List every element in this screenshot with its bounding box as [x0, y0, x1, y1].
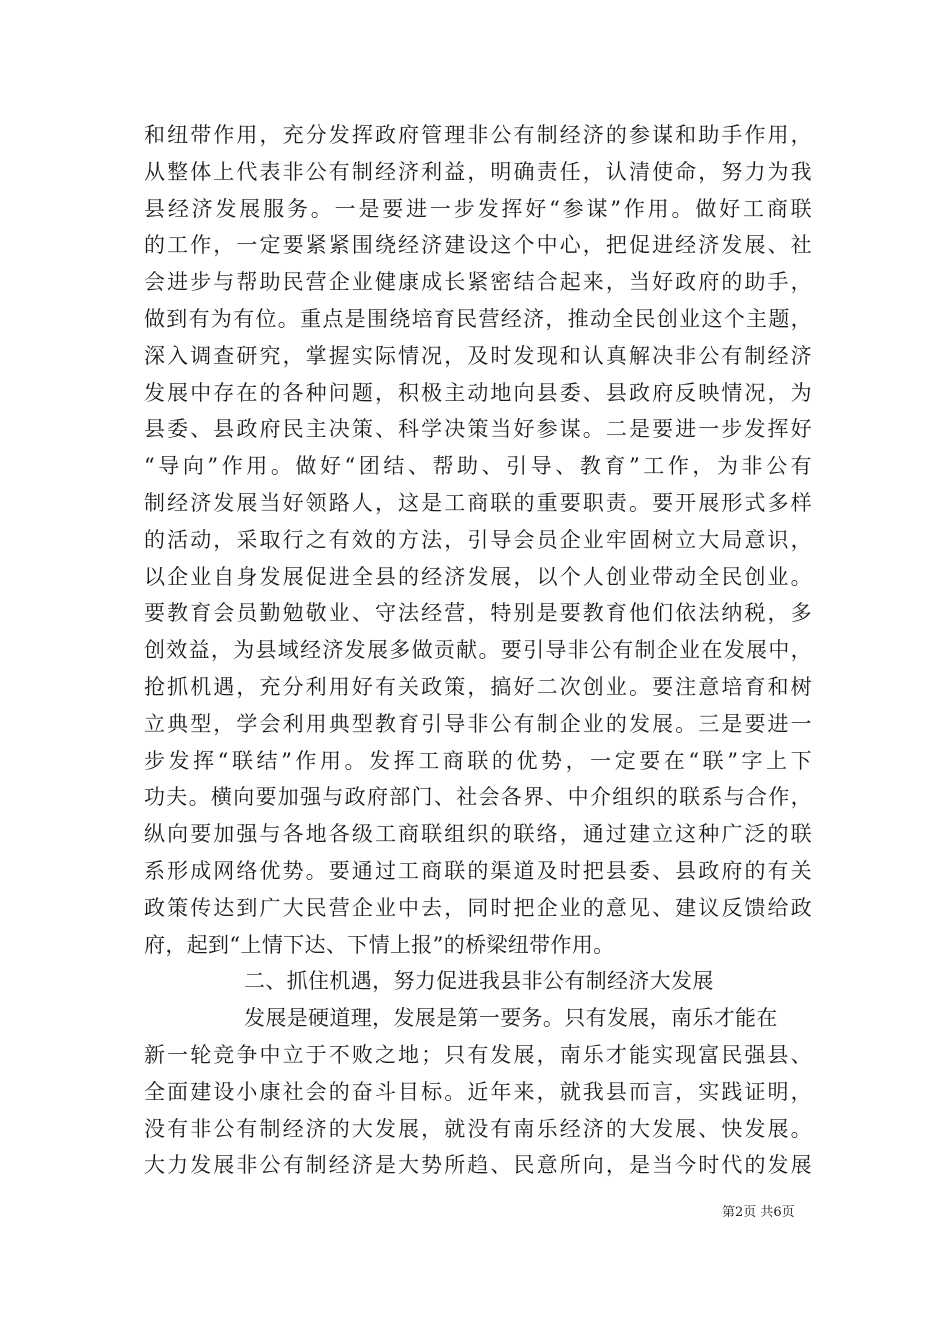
text-line: 新一轮竞争中立于不败之地；只有发展，南乐才能实现富民强县、: [144, 1042, 812, 1067]
section-heading: 二、抓住机遇，努力促进我县非公有制经济大发展: [244, 969, 714, 994]
text-line: 县经济发展服务。一是要进一步发挥好“参谋”作用。做好工商联: [144, 196, 812, 221]
text-line: “导向”作用。做好“团结、帮助、引导、教育”工作，为非公有: [144, 454, 812, 479]
text-line: 大力发展非公有制经济是大势所趋、民意所向，是当今时代的发展: [144, 1153, 812, 1178]
text-line: 政策传达到广大民营企业中去，同时把企业的意见、建议反馈给政: [144, 895, 812, 920]
text-line: 全面建设小康社会的奋斗目标。近年来，就我县而言，实践证明，: [144, 1079, 812, 1104]
text-line: 做到有为有位。重点是围绕培育民营经济，推动全民创业这个主题，: [144, 306, 812, 331]
text-line: 发展是硬道理，发展是第一要务。只有发展，南乐才能在: [244, 1006, 778, 1031]
text-line: 抢抓机遇，充分利用好有关政策，搞好二次创业。要注意培育和树: [144, 674, 812, 699]
text-line: 和纽带作用，充分发挥政府管理非公有制经济的参谋和助手作用，: [144, 123, 812, 147]
text-line: 创效益，为县域经济发展多做贡献。要引导非公有制企业在发展中，: [144, 638, 812, 663]
text-line: 发展中存在的各种问题，积极主动地向县委、县政府反映情况，为: [144, 380, 812, 405]
text-line: 以企业自身发展促进全县的经济发展，以个人创业带动全民创业。: [144, 564, 812, 589]
text-line: 府，起到“上情下达、下情上报”的桥梁纽带作用。: [144, 932, 615, 957]
document-body: [144, 117, 812, 1184]
text-line: 的活动，采取行之有效的方法，引导会员企业牢固树立大局意识，: [144, 527, 812, 552]
text-line: 功夫。横向要加强与政府部门、社会各界、中介组织的联系与合作，: [144, 785, 812, 810]
text-line: 制经济发展当好领路人，这是工商联的重要职责。要开展形式多样: [144, 490, 812, 515]
text-line: 纵向要加强与各地各级工商联组织的联络，通过建立这种广泛的联: [144, 822, 812, 847]
text-line: 没有非公有制经济的大发展，就没有南乐经济的大发展、快发展。: [144, 1116, 812, 1141]
text-line: 深入调查研究，掌握实际情况，及时发现和认真解决非公有制经济: [144, 343, 812, 368]
text-line: 立典型，学会利用典型教育引导非公有制企业的发展。三是要进一: [144, 711, 812, 736]
text-line: 步发挥“联结”作用。发挥工商联的优势，一定要在“联”字上下: [144, 748, 812, 773]
text-line: 会进步与帮助民营企业健康成长紧密结合起来，当好政府的助手，: [144, 270, 812, 295]
text-line: 要教育会员勤勉敬业、守法经营，特别是要教育他们依法纳税，多: [144, 601, 812, 626]
text-line: 的工作，一定要紧紧围绕经济建设这个中心，把促进经济发展、社: [144, 233, 812, 258]
text-line: 从整体上代表非公有制经济利益，明确责任，认清使命，努力为我: [144, 159, 812, 184]
text-line: 县委、县政府民主决策、科学决策当好参谋。二是要进一步发挥好: [144, 417, 812, 442]
page-number: 第2页 共6页: [722, 1205, 795, 1220]
text-line: 系形成网络优势。要通过工商联的渠道及时把县委、县政府的有关: [144, 858, 812, 883]
